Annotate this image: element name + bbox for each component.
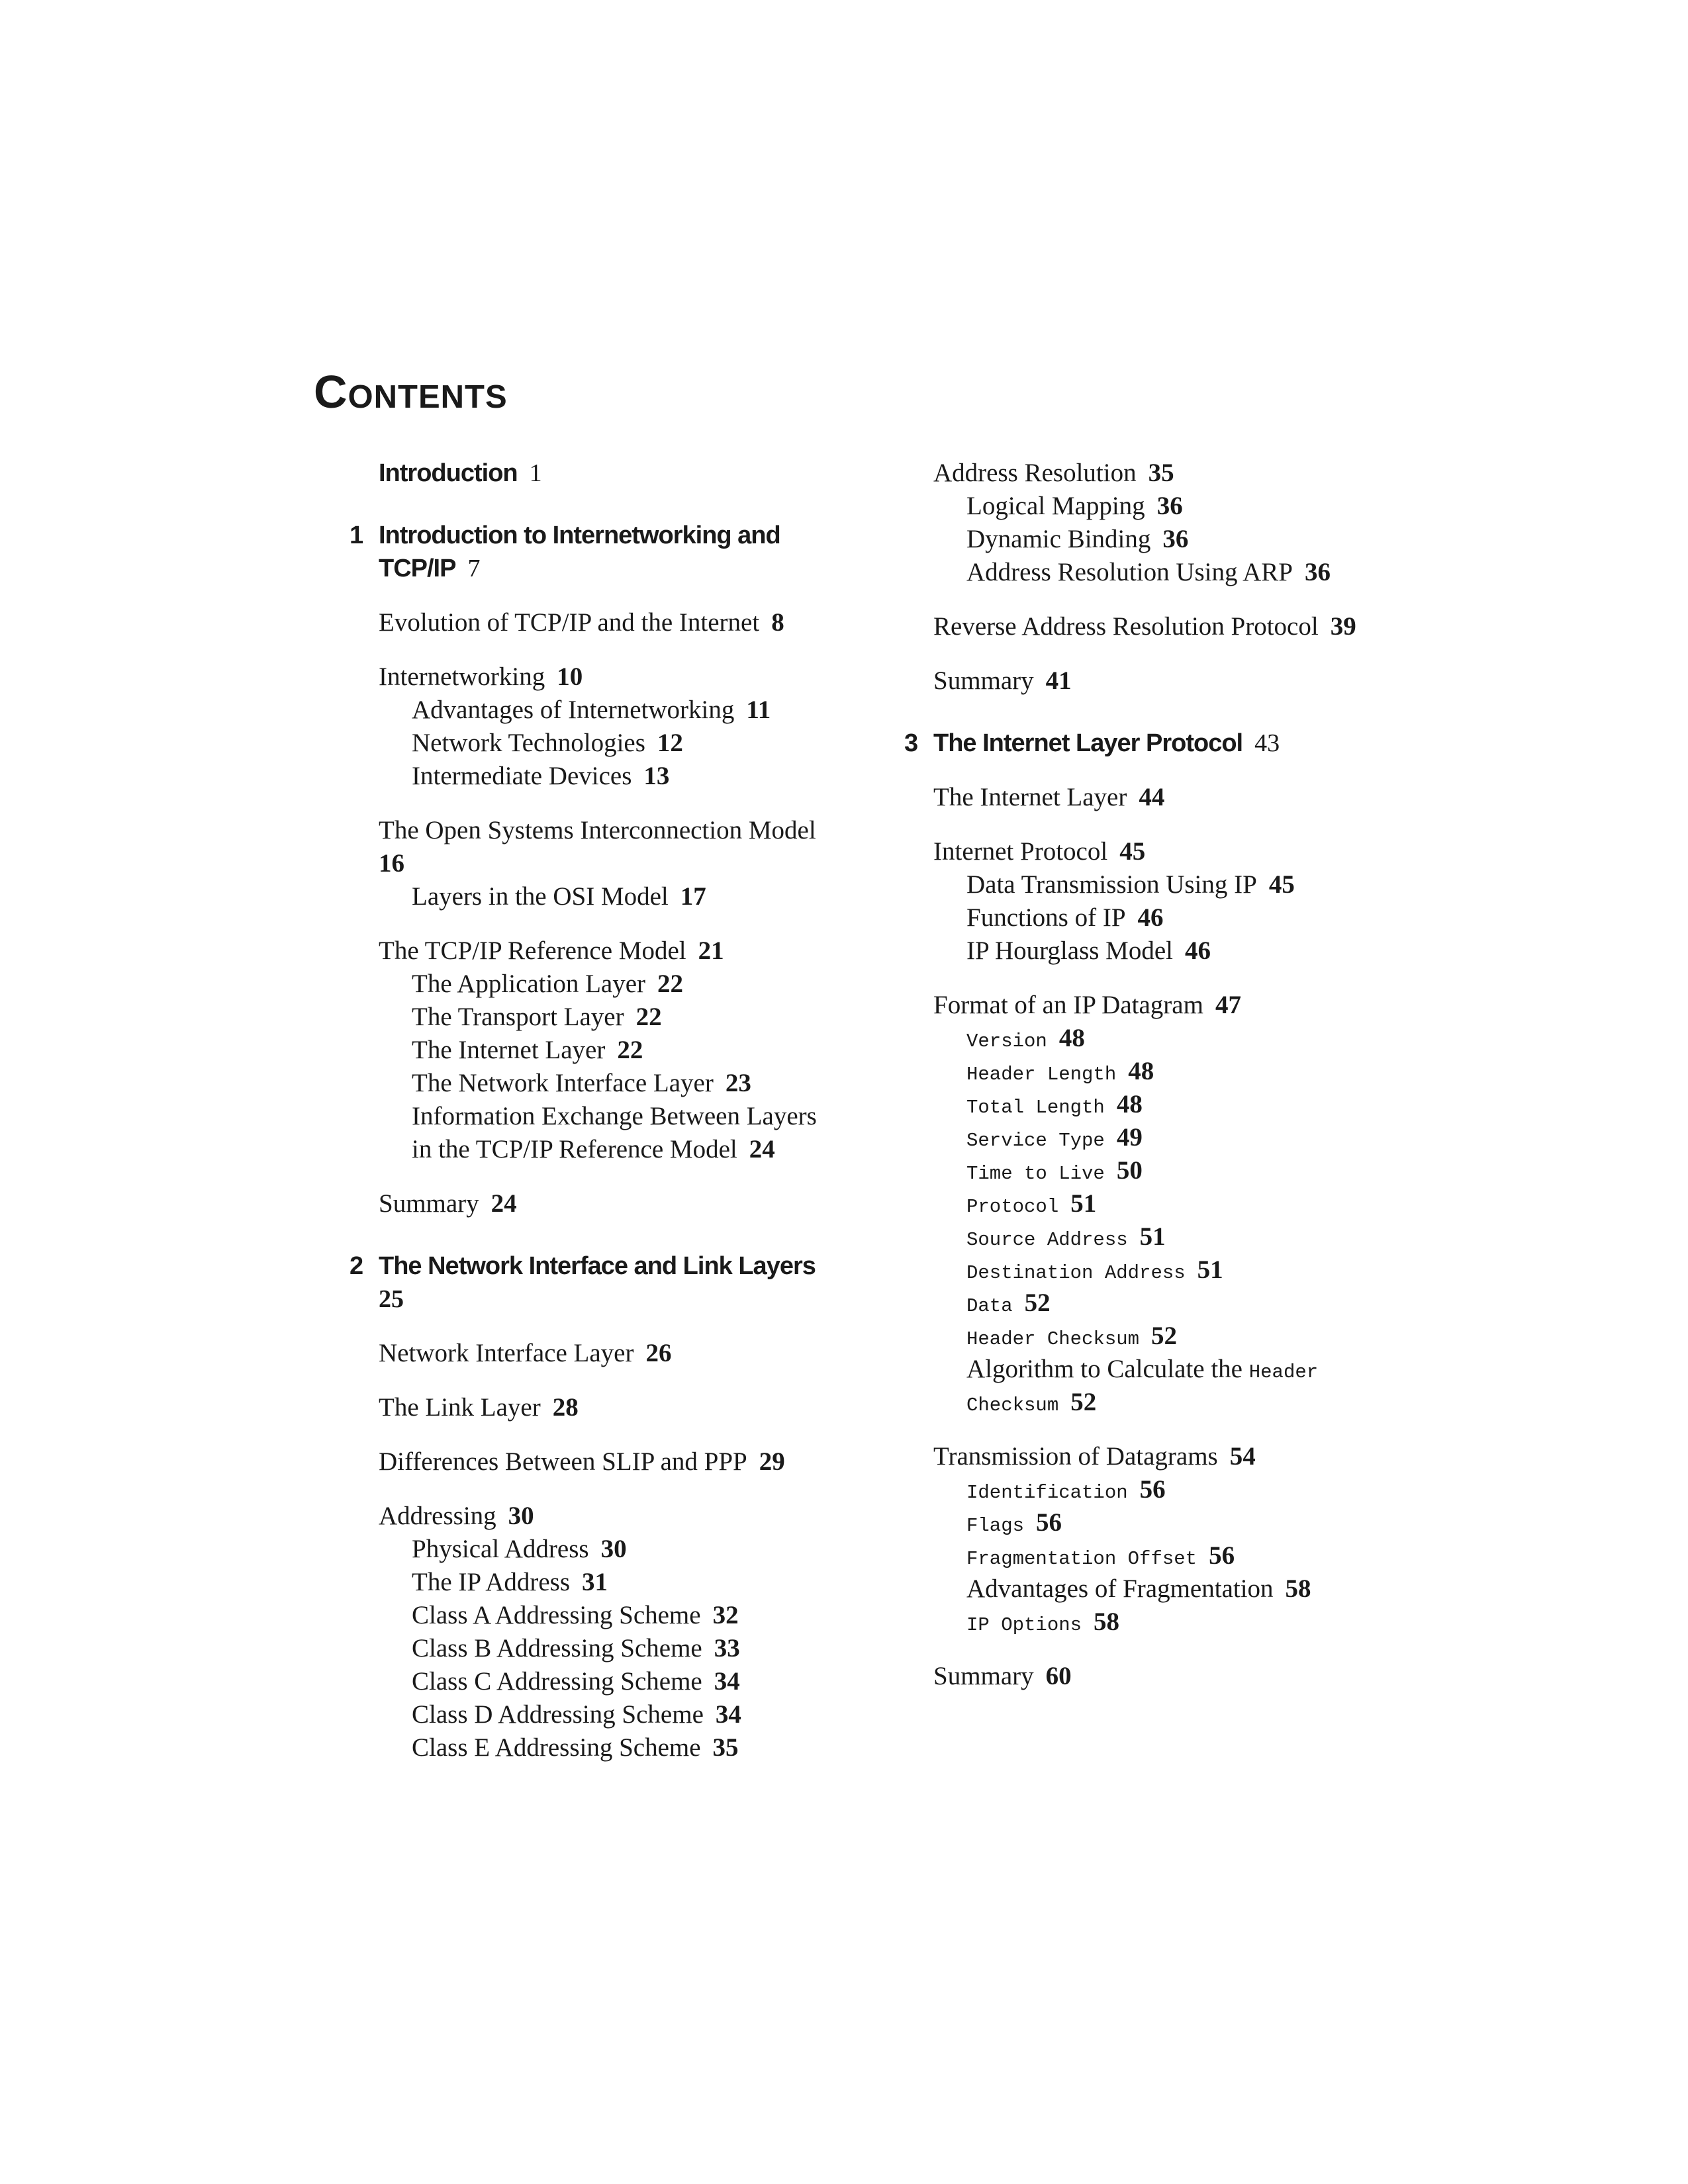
toc-subentry[interactable] <box>933 1154 1423 1187</box>
entry-label: Data <box>966 1295 1013 1317</box>
entry-page: 46 <box>1137 903 1164 932</box>
chapter-1-heading-cont[interactable] <box>379 552 868 585</box>
entry-label: Fragmentation Offset <box>966 1548 1197 1570</box>
toc-entry[interactable] <box>933 989 1423 1022</box>
toc-entry[interactable] <box>379 660 868 694</box>
toc-subentry[interactable] <box>379 1100 868 1133</box>
entry-page: 24 <box>491 1189 517 1218</box>
entry-page: 25 <box>379 1285 404 1313</box>
entry-label: Transmission of Datagrams <box>933 1442 1218 1471</box>
entry-label: Identification <box>966 1482 1128 1504</box>
chapter-1-heading[interactable] <box>350 519 868 552</box>
toc-subentry[interactable] <box>379 694 868 727</box>
toc-subentry[interactable] <box>933 901 1423 934</box>
entry-label: Physical Address <box>412 1535 589 1563</box>
toc-entry[interactable] <box>933 1660 1423 1693</box>
toc-subentry[interactable] <box>933 868 1423 901</box>
entry-page: 24 <box>749 1135 775 1163</box>
entry-label: Intermediate Devices <box>412 762 632 790</box>
entry-page: 35 <box>712 1733 739 1762</box>
entry-label: Introduction <box>379 459 518 487</box>
toc-subentry[interactable] <box>933 523 1423 556</box>
toc-subentry[interactable] <box>933 1386 1423 1419</box>
toc-subentry[interactable] <box>933 1088 1423 1121</box>
entry-label: Advantages of Internetworking <box>412 696 735 724</box>
toc-subentry[interactable] <box>379 727 868 760</box>
entry-label: Version <box>966 1030 1047 1052</box>
toc-subentry[interactable] <box>379 1665 868 1698</box>
toc-subentry[interactable] <box>379 1599 868 1632</box>
entry-page: 51 <box>1139 1222 1166 1251</box>
toc-entry[interactable] <box>379 1187 868 1220</box>
entry-page: 60 <box>1045 1662 1072 1690</box>
toc-subentry[interactable] <box>379 1698 868 1731</box>
toc-subentry[interactable] <box>933 1121 1423 1154</box>
entry-label: Logical Mapping <box>966 492 1145 520</box>
toc-entry[interactable] <box>933 664 1423 698</box>
toc-entry[interactable] <box>933 781 1423 814</box>
entry-page: 54 <box>1229 1442 1256 1471</box>
page-title: Contents <box>314 366 508 418</box>
entry-label: The Internet Layer <box>412 1036 606 1064</box>
entry-page: 52 <box>1070 1388 1097 1416</box>
entry-label: Address Resolution <box>933 459 1137 487</box>
entry-page: 26 <box>645 1339 672 1367</box>
toc-subentry[interactable] <box>379 1133 868 1166</box>
entry-label: Functions of IP <box>966 903 1126 932</box>
toc-subentry[interactable] <box>379 968 868 1001</box>
chapter-number: 3 <box>904 729 918 757</box>
entry-page: 28 <box>552 1393 579 1422</box>
entry-label: Addressing <box>379 1502 496 1530</box>
entry-page: 51 <box>1070 1189 1097 1218</box>
toc-subentry[interactable] <box>933 1606 1423 1639</box>
entry-page: 21 <box>698 936 724 965</box>
toc-entry[interactable] <box>933 457 1423 490</box>
entry-label: The TCP/IP Reference Model <box>379 936 686 965</box>
entry-label: Source Address <box>966 1229 1128 1251</box>
entry-page: 13 <box>643 762 670 790</box>
entry-label: Summary <box>933 1662 1034 1690</box>
entry-page: 46 <box>1185 936 1211 965</box>
toc-entry[interactable] <box>379 606 868 639</box>
entry-label: Internetworking <box>379 662 545 691</box>
entry-label: Information Exchange Between Layers <box>412 1102 817 1130</box>
entry-page: 48 <box>1128 1057 1154 1085</box>
chapter-title: The Network Interface and Link Layers <box>379 1252 816 1280</box>
entry-label: Advantages of Fragmentation <box>966 1574 1274 1603</box>
entry-page: 7 <box>467 555 481 582</box>
toc-entry[interactable] <box>379 934 868 968</box>
toc-subentry[interactable] <box>379 880 868 913</box>
entry-label: The IP Address <box>412 1568 571 1596</box>
entry-page: 23 <box>725 1069 751 1097</box>
toc-subentry[interactable] <box>933 1253 1423 1287</box>
entry-label: Network Technologies <box>412 729 645 757</box>
entry-page: 45 <box>1119 837 1146 866</box>
entry-code: Header <box>1248 1361 1319 1383</box>
entry-label: The Network Interface Layer <box>412 1069 714 1097</box>
entry-page: 8 <box>771 608 784 637</box>
toc-subentry[interactable] <box>379 1067 868 1100</box>
toc-subentry[interactable] <box>933 556 1423 589</box>
toc-subentry[interactable] <box>933 1572 1423 1606</box>
entry-label: Class E Addressing Scheme <box>412 1733 701 1762</box>
entry-page: 48 <box>1058 1024 1085 1052</box>
toc-subentry[interactable] <box>933 1320 1423 1353</box>
entry-label: Address Resolution Using ARP <box>966 558 1293 586</box>
chapter-title: Introduction to Internetworking and <box>379 522 780 549</box>
entry-page: 36 <box>1156 492 1183 520</box>
toc-subentry[interactable] <box>379 1001 868 1034</box>
entry-page: 45 <box>1268 870 1295 899</box>
toc-entry[interactable] <box>933 1440 1423 1473</box>
entry-page: 56 <box>1209 1541 1235 1570</box>
entry-page: 17 <box>680 882 706 911</box>
entry-label: Time to Live <box>966 1163 1105 1185</box>
entry-page: 36 <box>1304 558 1331 586</box>
entry-label: Checksum <box>966 1394 1059 1416</box>
chapter-3-heading[interactable] <box>904 727 1423 760</box>
toc-entry[interactable] <box>379 1500 868 1533</box>
toc-entry[interactable] <box>379 1445 868 1479</box>
toc-subentry[interactable] <box>933 490 1423 523</box>
entry-page: 31 <box>582 1568 608 1596</box>
entry-label: The Transport Layer <box>412 1003 624 1031</box>
entry-page: 36 <box>1162 525 1189 553</box>
toc-subentry[interactable] <box>379 1533 868 1566</box>
entry-label: Format of an IP Datagram <box>933 991 1203 1019</box>
entry-label: Layers in the OSI Model <box>412 882 669 911</box>
toc-subentry[interactable] <box>379 1566 868 1599</box>
entry-label: Differences Between SLIP and PPP <box>379 1447 747 1476</box>
chapter-title: TCP/IP <box>379 555 456 582</box>
toc-introduction[interactable] <box>379 457 868 490</box>
entry-page: 32 <box>712 1601 739 1629</box>
chapter-title: The Internet Layer Protocol <box>933 729 1243 757</box>
entry-page: 33 <box>714 1634 740 1662</box>
entry-label: Service Type <box>966 1130 1105 1152</box>
entry-label: Data Transmission Using IP <box>966 870 1257 899</box>
toc-subentry[interactable] <box>933 1287 1423 1320</box>
entry-page: 43 <box>1254 729 1280 757</box>
toc-subentry[interactable] <box>933 1022 1423 1055</box>
toc-subentry[interactable] <box>379 1731 868 1764</box>
entry-page: 10 <box>557 662 583 691</box>
entry-page: 16 <box>379 849 404 878</box>
entry-page: 47 <box>1215 991 1241 1019</box>
entry-label: Header Length <box>966 1064 1117 1085</box>
toc-subentry[interactable] <box>379 760 868 793</box>
toc-subentry[interactable] <box>933 1473 1423 1506</box>
entry-page: 58 <box>1285 1574 1311 1603</box>
chapter-2-heading[interactable] <box>350 1250 868 1283</box>
entry-page: 41 <box>1045 666 1072 695</box>
entry-page: 49 <box>1116 1123 1143 1152</box>
entry-label: Class D Addressing Scheme <box>412 1700 704 1729</box>
entry-page: 30 <box>600 1535 627 1563</box>
entry-page: 56 <box>1036 1508 1062 1537</box>
toc-left-column <box>350 457 868 1764</box>
toc-subentry[interactable] <box>933 934 1423 968</box>
toc-entry-page-wrap[interactable] <box>379 847 868 880</box>
entry-page: 12 <box>657 729 683 757</box>
entry-label: Evolution of TCP/IP and the Internet <box>379 608 760 637</box>
entry-label: IP Options <box>966 1614 1082 1636</box>
toc-entry[interactable] <box>933 610 1423 643</box>
entry-label: The Link Layer <box>379 1393 541 1422</box>
toc-subentry[interactable] <box>933 1539 1423 1572</box>
entry-label: Network Interface Layer <box>379 1339 634 1367</box>
entry-page: 29 <box>759 1447 785 1476</box>
entry-label: Reverse Address Resolution Protocol <box>933 612 1319 641</box>
entry-page: 35 <box>1148 459 1174 487</box>
entry-page: 22 <box>617 1036 643 1064</box>
entry-page: 50 <box>1116 1156 1143 1185</box>
entry-page: 11 <box>746 696 771 724</box>
chapter-2-heading-cont[interactable] <box>379 1283 868 1316</box>
chapter-number: 2 <box>350 1252 363 1280</box>
entry-label: The Internet Layer <box>933 783 1127 811</box>
entry-label: Internet Protocol <box>933 837 1108 866</box>
toc-subentry[interactable] <box>933 1055 1423 1088</box>
toc-subentry[interactable] <box>933 1187 1423 1220</box>
entry-page: 34 <box>714 1667 740 1696</box>
entry-page: 39 <box>1330 612 1356 641</box>
entry-label: Summary <box>933 666 1034 695</box>
toc-entry[interactable] <box>933 835 1423 868</box>
toc-entry[interactable] <box>379 1391 868 1424</box>
entry-label: Header Checksum <box>966 1328 1140 1350</box>
entry-label: The Open Systems Interconnection Model <box>379 816 816 844</box>
toc-subentry[interactable] <box>933 1220 1423 1253</box>
entry-label: Protocol <box>966 1196 1059 1218</box>
entry-page: 22 <box>635 1003 662 1031</box>
chapter-number: 1 <box>350 522 363 549</box>
entry-label: Total Length <box>966 1097 1105 1118</box>
toc-subentry[interactable] <box>379 1034 868 1067</box>
entry-label: Destination Address <box>966 1262 1186 1284</box>
toc-subentry[interactable] <box>933 1353 1423 1386</box>
entry-page: 22 <box>657 970 684 998</box>
entry-label: Dynamic Binding <box>966 525 1151 553</box>
entry-page: 34 <box>715 1700 741 1729</box>
entry-page: 56 <box>1139 1475 1166 1504</box>
entry-page: 44 <box>1139 783 1165 811</box>
entry-label: Algorithm to Calculate the <box>966 1355 1243 1383</box>
entry-label: Summary <box>379 1189 479 1218</box>
entry-label: Class B Addressing Scheme <box>412 1634 702 1662</box>
toc-subentry[interactable] <box>933 1506 1423 1539</box>
entry-page: 51 <box>1197 1255 1223 1284</box>
toc-subentry[interactable] <box>379 1632 868 1665</box>
entry-page: 48 <box>1116 1090 1143 1118</box>
entry-page: 52 <box>1151 1322 1178 1350</box>
entry-label: Class A Addressing Scheme <box>412 1601 701 1629</box>
toc-entry[interactable] <box>379 1337 868 1370</box>
entry-page: 58 <box>1094 1608 1120 1636</box>
entry-label: Flags <box>966 1515 1025 1537</box>
toc-right-column <box>904 457 1423 1693</box>
entry-page: 1 <box>529 459 542 487</box>
entry-page: 52 <box>1024 1289 1051 1317</box>
entry-label: The Application Layer <box>412 970 646 998</box>
entry-label: IP Hourglass Model <box>966 936 1173 965</box>
entry-label: in the TCP/IP Reference Model <box>412 1135 737 1163</box>
entry-label: Class C Addressing Scheme <box>412 1667 702 1696</box>
toc-entry[interactable] <box>379 814 868 847</box>
entry-page: 30 <box>508 1502 534 1530</box>
